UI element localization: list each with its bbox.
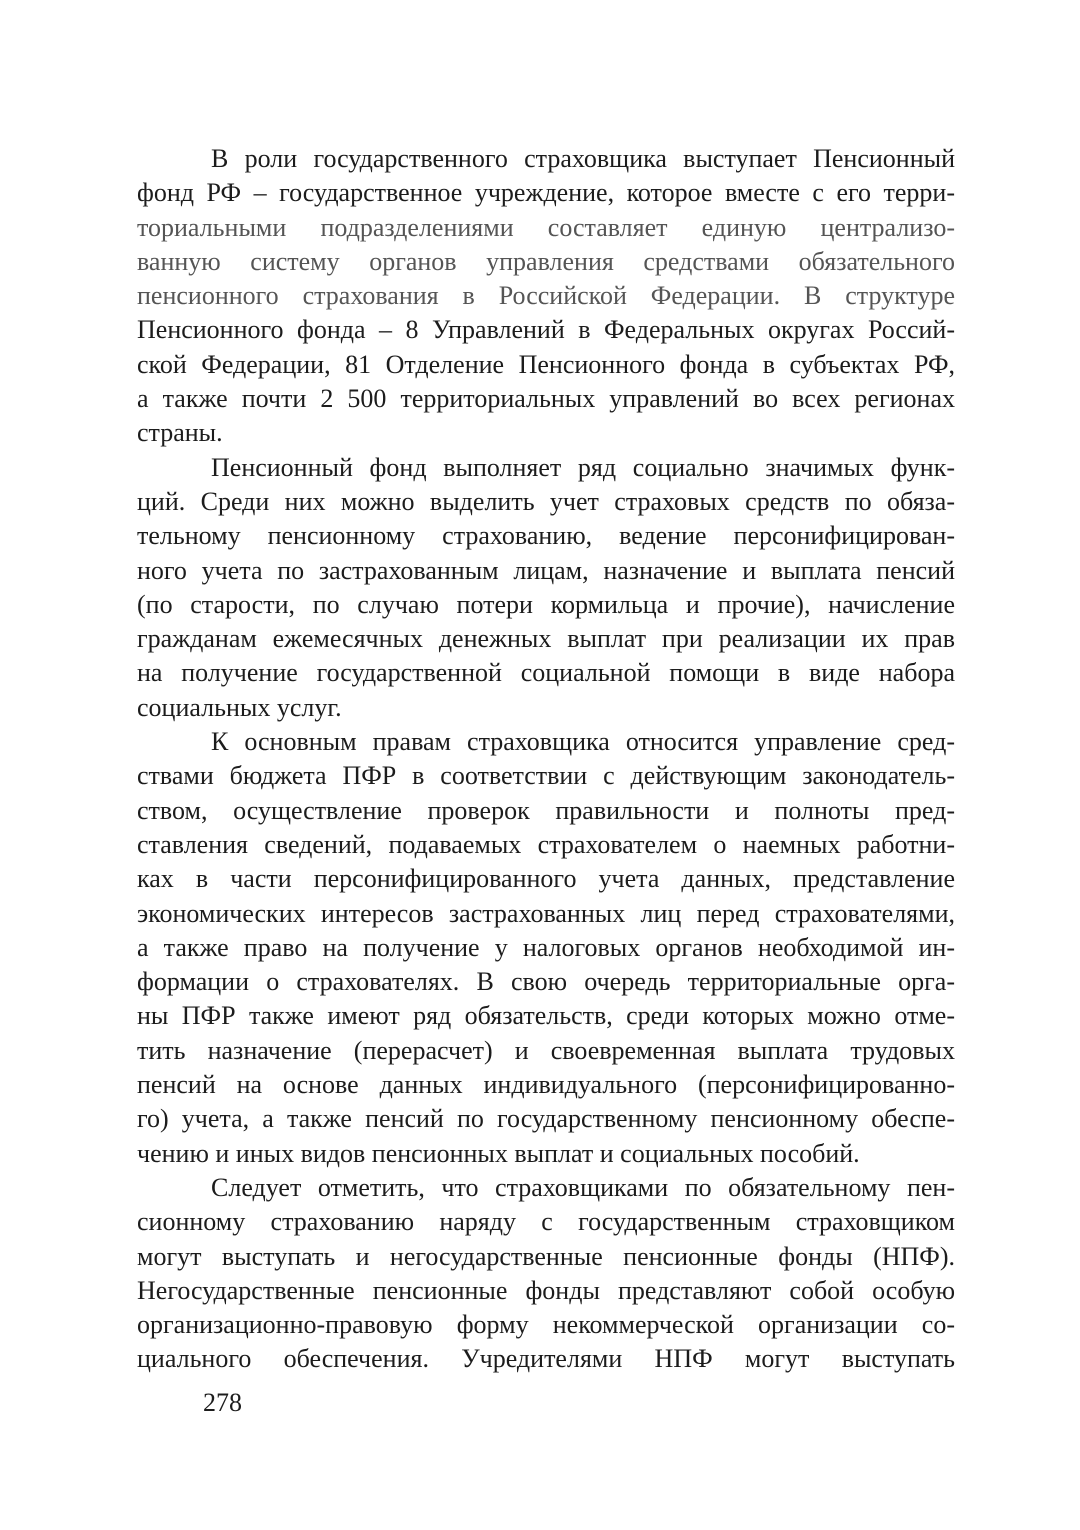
- text-line: пенсий на основе данных индивидуального (персонифицированно-: [137, 1070, 955, 1100]
- text-line: тельному пенсионному страхованию, ведение персонифицирован-: [137, 521, 955, 551]
- paragraph: [137, 451, 955, 725]
- text-line: ного учета по застрахованным лицам, назначение и выплата пенсий: [137, 555, 955, 585]
- text-line: Пенсионного фонда – 8 Управлений в Федеральных округах Россий-: [137, 315, 955, 345]
- text-line: страны.: [137, 418, 223, 448]
- text-line: ториальными подразделениями составляет единую централизо-: [137, 212, 955, 242]
- text-line: ны ПФР также имеют ряд обязательств, среди которых можно отме-: [137, 1001, 955, 1031]
- body-text: [137, 142, 955, 1377]
- text-line: могут выступать и негосударственные пенсионные фонды (НПФ).: [137, 1241, 955, 1271]
- text-line: экономических интересов застрахованных лиц перед страхователями,: [137, 898, 955, 928]
- text-line: формации о страхователях. В свою очередь территориальные орга-: [137, 967, 955, 997]
- text-line: Следует отметить, что страховщиками по обязательному пен-: [211, 1172, 955, 1202]
- text-line: К основным правам страховщика относится управление сред-: [211, 727, 955, 757]
- text-line: ством, осуществление проверок правильности и полноты пред-: [137, 795, 955, 825]
- page-number: 278: [203, 1388, 242, 1417]
- text-line: социальных услуг.: [137, 692, 342, 722]
- text-line: фонд РФ – государственное учреждение, которое вместе с его терри-: [137, 178, 955, 208]
- text-line: (по старости, по случаю потери кормильца и прочие), начисление: [137, 589, 955, 619]
- paragraph: [137, 142, 955, 451]
- text-line: сионному страхованию наряду с государственным страховщиком: [137, 1207, 955, 1237]
- text-line: ставления сведений, подаваемых страхователем о наемных работни-: [137, 829, 955, 859]
- text-line: пенсионного страхования в Российской Федерации. В структуре: [137, 281, 955, 311]
- text-line: ской Федерации, 81 Отделение Пенсионного фонда в субъектах РФ,: [137, 349, 955, 379]
- text-line: организационно-правовую форму некоммерческой организации со-: [137, 1310, 955, 1340]
- paragraph: [137, 1171, 955, 1377]
- text-line: на получение государственной социальной помощи в виде набора: [137, 658, 955, 688]
- text-line: ках в части персонифицированного учета данных, представление: [137, 864, 955, 894]
- text-line: Пенсионный фонд выполняет ряд социально значимых функ-: [211, 452, 955, 482]
- text-line: ствами бюджета ПФР в соответствии с действующим законодатель-: [137, 761, 955, 791]
- text-line: циального обеспечения. Учредителями НПФ могут выступать: [137, 1344, 955, 1374]
- text-line: го) учета, а также пенсий по государственному пенсионному обеспе-: [137, 1104, 955, 1134]
- paragraph: [137, 725, 955, 1171]
- text-line: а также право на получение у налоговых органов необходимой ин-: [137, 932, 955, 962]
- text-line: Негосударственные пенсионные фонды представляют собой особую: [137, 1275, 955, 1305]
- text-line: а также почти 2 500 территориальных управлений во всех регионах: [137, 384, 955, 414]
- text-line: В роли государственного страховщика выступает Пенсионный: [211, 144, 955, 173]
- text-line: тить назначение (перерасчет) и своевременная выплата трудовых: [137, 1035, 955, 1065]
- text-line: чению и иных видов пенсионных выплат и социальных пособий.: [137, 1138, 860, 1168]
- text-line: ций. Среди них можно выделить учет страховых средств по обяза-: [137, 486, 955, 516]
- text-line: ванную систему органов управления средствами обязательного: [137, 246, 955, 276]
- text-line: гражданам ежемесячных денежных выплат при реализации их прав: [137, 624, 955, 654]
